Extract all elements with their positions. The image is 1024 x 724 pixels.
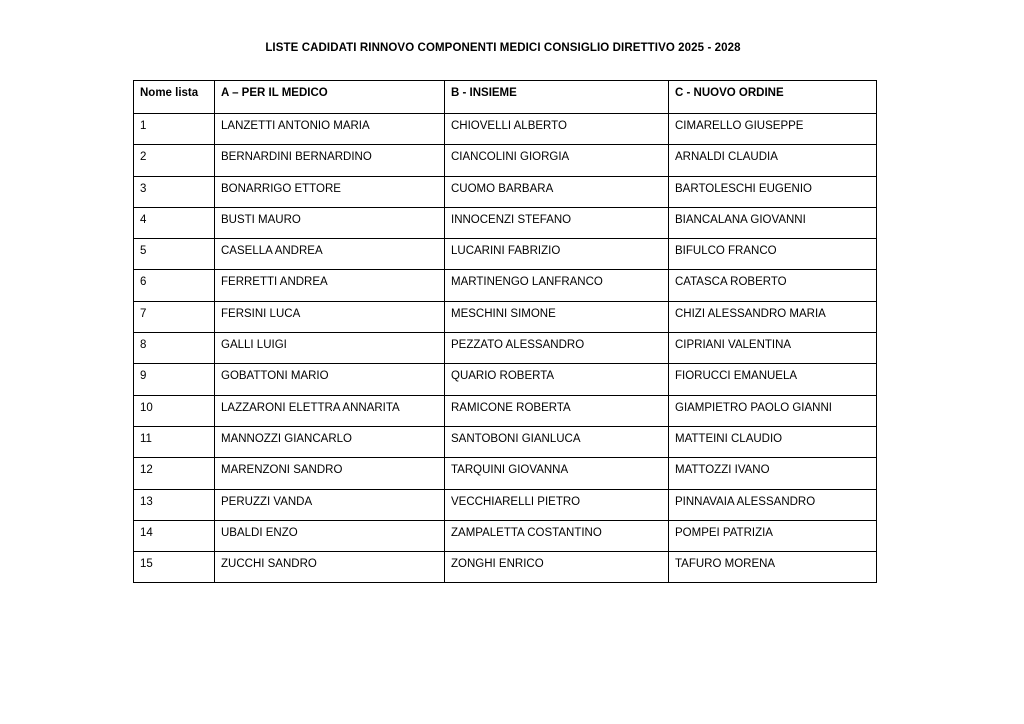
cell-list-number: 12 [134,458,215,489]
cell-list-number: 11 [134,426,215,457]
cell-list-b: VECCHIARELLI PIETRO [445,489,669,520]
cell-list-c: CHIZI ALESSANDRO MARIA [669,301,877,332]
cell-list-number: 14 [134,520,215,551]
cell-list-a: ZUCCHI SANDRO [215,552,445,583]
cell-list-c: CIPRIANI VALENTINA [669,333,877,364]
table-row [134,552,877,583]
document-title: LISTE CADIDATI RINNOVO COMPONENTI MEDICI CONSIGLIO DIRETTIVO 2025 - 2028 [265,42,741,54]
table-row [134,395,877,426]
table-row [134,301,877,332]
cell-list-b: CUOMO BARBARA [445,176,669,207]
cell-list-b: ZONGHI ENRICO [445,552,669,583]
cell-list-c: BIANCALANA GIOVANNI [669,207,877,238]
header-list-c: C - NUOVO ORDINE [669,81,877,114]
header-list-a: A – PER IL MEDICO [215,81,445,114]
cell-list-c: BARTOLESCHI EUGENIO [669,176,877,207]
cell-list-a: LAZZARONI ELETTRA ANNARITA [215,395,445,426]
cell-list-number: 2 [134,145,215,176]
cell-list-number: 8 [134,333,215,364]
cell-list-b: QUARIO ROBERTA [445,364,669,395]
cell-list-number: 15 [134,552,215,583]
cell-list-c: PINNAVAIA ALESSANDRO [669,489,877,520]
table-row [134,270,877,301]
cell-list-number: 10 [134,395,215,426]
cell-list-c: ARNALDI CLAUDIA [669,145,877,176]
cell-list-number: 1 [134,114,215,145]
cell-list-c: POMPEI PATRIZIA [669,520,877,551]
cell-list-a: FERRETTI ANDREA [215,270,445,301]
table-row [134,489,877,520]
cell-list-b: SANTOBONI GIANLUCA [445,426,669,457]
cell-list-a: BUSTI MAURO [215,207,445,238]
cell-list-number: 9 [134,364,215,395]
cell-list-b: LUCARINI FABRIZIO [445,239,669,270]
table-row [134,145,877,176]
cell-list-number: 6 [134,270,215,301]
cell-list-c: TAFURO MORENA [669,552,877,583]
cell-list-a: GOBATTONI MARIO [215,364,445,395]
cell-list-number: 13 [134,489,215,520]
cell-list-c: FIORUCCI EMANUELA [669,364,877,395]
cell-list-a: GALLI LUIGI [215,333,445,364]
candidates-table [133,80,877,583]
table-body [134,114,877,583]
cell-list-b: ZAMPALETTA COSTANTINO [445,520,669,551]
cell-list-c: MATTOZZI IVANO [669,458,877,489]
cell-list-number: 5 [134,239,215,270]
cell-list-c: MATTEINI CLAUDIO [669,426,877,457]
table-row [134,520,877,551]
table-row [134,176,877,207]
header-list-b: B - INSIEME [445,81,669,114]
table-row [134,239,877,270]
cell-list-a: LANZETTI ANTONIO MARIA [215,114,445,145]
cell-list-b: CHIOVELLI ALBERTO [445,114,669,145]
cell-list-a: CASELLA ANDREA [215,239,445,270]
cell-list-c: CATASCA ROBERTO [669,270,877,301]
cell-list-a: UBALDI ENZO [215,520,445,551]
table-row [134,333,877,364]
cell-list-number: 4 [134,207,215,238]
cell-list-a: BONARRIGO ETTORE [215,176,445,207]
table-row [134,458,877,489]
table-header-row [134,81,877,114]
cell-list-number: 7 [134,301,215,332]
cell-list-b: CIANCOLINI GIORGIA [445,145,669,176]
cell-list-b: INNOCENZI STEFANO [445,207,669,238]
cell-list-b: TARQUINI GIOVANNA [445,458,669,489]
cell-list-a: BERNARDINI BERNARDINO [215,145,445,176]
table-row [134,426,877,457]
cell-list-c: CIMARELLO GIUSEPPE [669,114,877,145]
cell-list-b: MARTINENGO LANFRANCO [445,270,669,301]
cell-list-c: BIFULCO FRANCO [669,239,877,270]
cell-list-b: MESCHINI SIMONE [445,301,669,332]
cell-list-b: PEZZATO ALESSANDRO [445,333,669,364]
cell-list-a: FERSINI LUCA [215,301,445,332]
cell-list-b: RAMICONE ROBERTA [445,395,669,426]
table-row [134,114,877,145]
cell-list-number: 3 [134,176,215,207]
table-row [134,207,877,238]
cell-list-a: MARENZONI SANDRO [215,458,445,489]
cell-list-c: GIAMPIETRO PAOLO GIANNI [669,395,877,426]
cell-list-a: MANNOZZI GIANCARLO [215,426,445,457]
cell-list-a: PERUZZI VANDA [215,489,445,520]
table-row [134,364,877,395]
header-list-number: Nome lista [134,81,215,114]
